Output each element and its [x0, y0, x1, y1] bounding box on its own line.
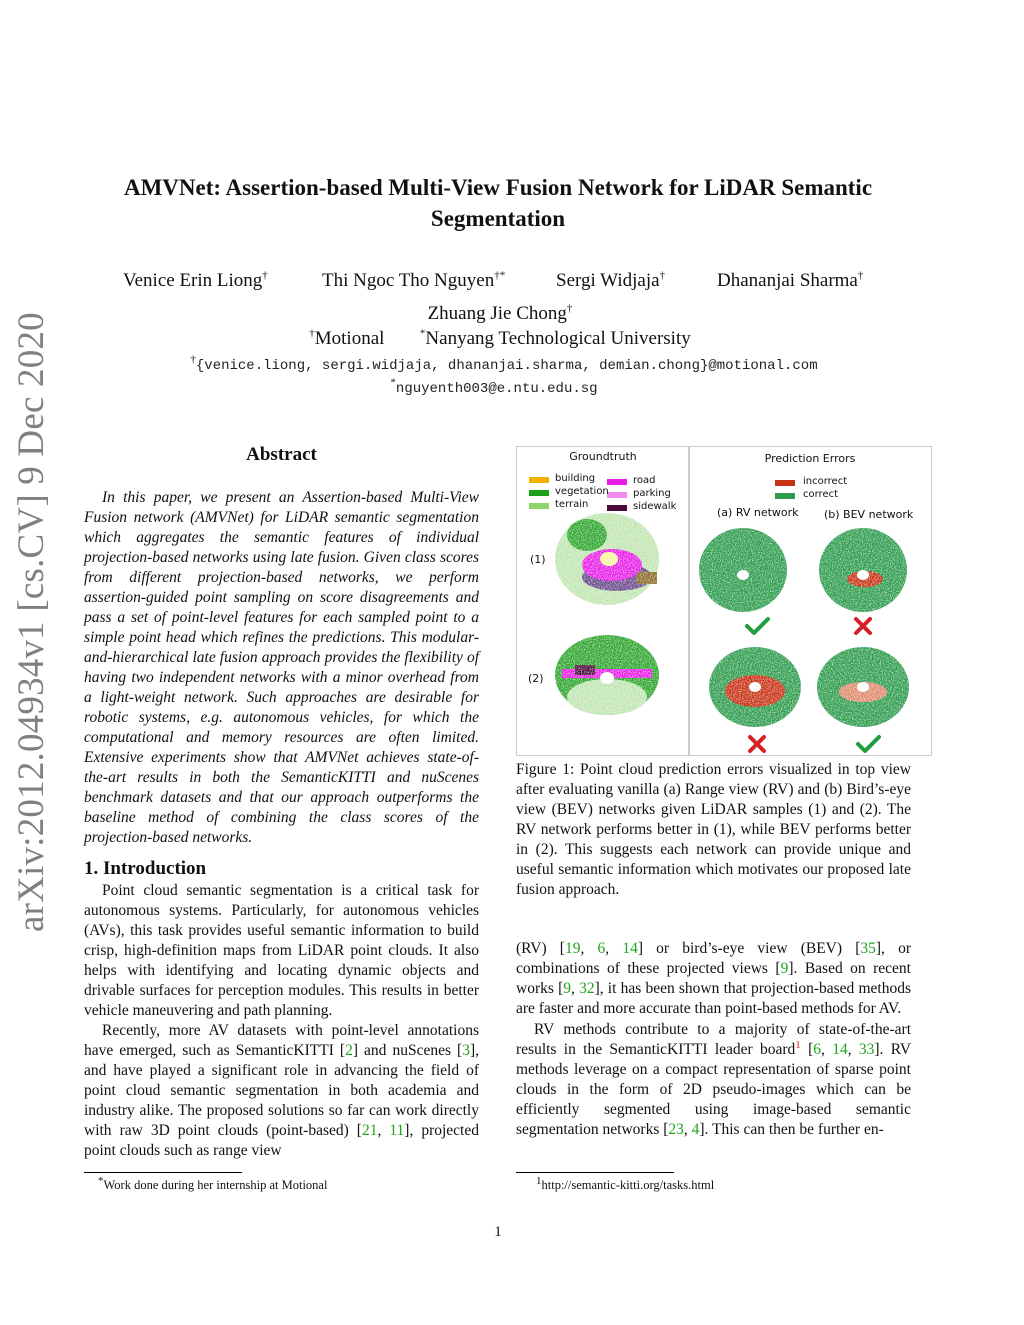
check-mark-icon — [747, 619, 768, 633]
arxiv-identifier: arXiv:2012.04934v1 [cs.CV] 9 Dec 2020 — [11, 312, 52, 932]
row-1-label: (1) — [530, 553, 546, 566]
legend-item-building: building — [555, 473, 596, 484]
legend-swatch-building — [529, 477, 549, 483]
page-number: 1 — [494, 1224, 502, 1240]
legend-item-sidewalk: sidewalk — [633, 501, 677, 512]
groundtruth-scan-1 — [555, 513, 659, 605]
rv-error-scan-2 — [709, 647, 801, 727]
groundtruth-scan-2 — [555, 635, 659, 715]
email-line-2: *nguyenth003@e.ntu.edu.sg — [390, 376, 598, 397]
bev-network-label: (b) BEV network — [824, 508, 914, 521]
right-column-body — [516, 939, 911, 1140]
legend-item-road: road — [633, 475, 656, 486]
legend-swatch-correct — [775, 493, 795, 499]
abstract-body: In this paper, we present an Assertion-based Multi-View Fusion network (AMVNet) for LiDAR semantic segmentation which aggregates the semantic features of individual projection-based networks using late fusion. Given class scores from different projection-based networks, we perform assertion-guided point sampling on score disagreements and pass a set of point-level features for each sampled point to a simple point head which refines the predictions. This modular-and-hierarchical late fusion approach provides the flexibility of having two independent networks with a minor overhead from a light-weight network. Such approaches are desirable for robotic systems, e.g. autonomous vehicles, for which the computational and memory resources are often limited. Extensive experiments show that AMVNet achieves state-of-the-art results in both the SemanticKITTI and nuScenes benchmark datasets and that our approach outperforms the baseline method of combining the class scores of the projection-based networks. — [84, 489, 479, 846]
intro-paragraph-1: Point cloud semantic segmentation is a critical task for autonomous systems. Particularly, for autonomous vehicles (AVs), this task provides useful semantic information to build crisp, high-definition maps from LiDAR point clouds. It also helps with identifying and locating dynamic objects and drivable surfaces for perception modules. This results in better vehicle maneuvering and path planning. — [84, 882, 479, 1019]
legend-item-vegetation: vegetation — [555, 486, 609, 497]
row-2-label: (2) — [528, 672, 544, 685]
footnote-left: *Work done during her internship at Motional — [98, 1174, 328, 1192]
intro-body — [84, 881, 479, 1161]
right-paragraph-2: RV methods contribute to a majority of state-of-the-art results in the SemanticKITTI leader board$^1$ [6, 14, 33]. RV methods leverage on a compact representation of sparse point clouds in the form of 2D pseudo-images which can be efficiently segmented using image-based semantic segmentation networks [23, 4]. This can then be further en- — [516, 1021, 912, 1138]
legend-item-incorrect: incorrect — [803, 476, 848, 487]
right-paragraph-1: (RV) [19, 6, 14] or bird’s-eye view (BEV) [35], or combinations of these projected views [9]. Based on recent works [9, 32], it has been shown that projection-based methods are faster and more accurate than point-based methods for AV. — [516, 940, 912, 1017]
author-4: Dhananjai Sharma† — [717, 269, 864, 291]
legend-swatch-sidewalk — [607, 505, 627, 511]
author-5: Zhuang Jie Chong† — [427, 302, 573, 324]
author-2: Thi Ngoc Tho Nguyen†* — [322, 269, 506, 291]
affiliations: †Motional *Nanyang Technological University — [309, 327, 691, 349]
footnote-rule-left — [84, 1172, 242, 1173]
bev-error-scan-1 — [819, 528, 907, 612]
abstract-heading: Abstract — [246, 444, 317, 465]
rv-error-scan-1 — [699, 528, 787, 612]
bev-error-scan-2 — [817, 647, 909, 727]
footnote-right: $^1$http://semantic-kitti.org/tasks.html — [536, 1174, 715, 1192]
footnote-rule-right — [516, 1172, 674, 1173]
groundtruth-title: Groundtruth — [569, 450, 637, 463]
author-3: Sergi Widjaja† — [556, 269, 666, 291]
legend-item-terrain: terrain — [555, 499, 589, 510]
legend-swatch-incorrect — [775, 480, 795, 486]
legend-swatch-road — [607, 479, 627, 485]
author-1: Venice Erin Liong† — [123, 269, 268, 291]
check-mark-icon — [858, 737, 879, 751]
cross-mark-icon — [750, 737, 764, 751]
legend-swatch-vegetation — [529, 490, 549, 496]
figure-1 — [516, 446, 932, 756]
legend-item-parking: parking — [633, 488, 671, 499]
prediction-errors-title: Prediction Errors — [764, 452, 856, 465]
legend-swatch-terrain — [529, 503, 549, 509]
cross-mark-icon — [856, 619, 870, 633]
intro-heading: 1. Introduction — [84, 858, 207, 879]
paper-title: AMVNet: Assertion-based Multi-View Fusion Network for LiDAR Semantic Segmentation — [123, 175, 873, 231]
intro-paragraph-2: Recently, more AV datasets with point-level annotations have emerged, such as SemanticKITTI [2] and nuScenes [3], and have played a significant role in advancing the field of point cloud semantic segmentation in both academia and industry alike. The proposed solutions so far can work directly with raw 3D point clouds (point-based) [21, 11], projected point clouds such as range view — [84, 1022, 479, 1159]
rv-network-label: (a) RV network — [717, 506, 799, 519]
legend-swatch-parking — [607, 492, 627, 498]
legend-item-correct: correct — [803, 489, 839, 500]
email-line-1: †{venice.liong, sergi.widjaja, dhananjai.sharma, demian.chong}@motional.com — [190, 353, 818, 374]
figure-caption: Figure 1: Point cloud prediction errors visualized in top view after evaluating vanilla (a) Range view (RV) and (b) Bird’s-eye view (BEV) networks given LiDAR samples (1) and (2). The RV network performs better in (1), while BEV performs better in (2). This suggests each network can provide unique and useful semantic information which motivates our proposed late fusion approach. — [516, 761, 911, 898]
